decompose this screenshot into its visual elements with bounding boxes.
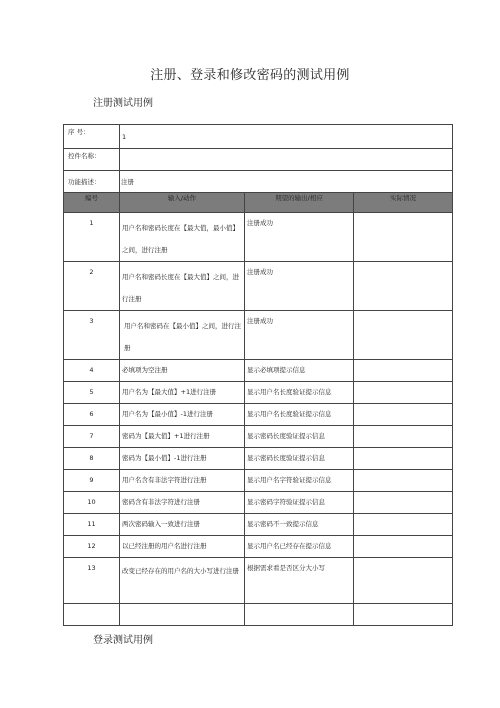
row-number: 13 [64, 558, 120, 604]
table-row [64, 404, 453, 426]
row-actual [354, 404, 453, 426]
row-expected: 显示用户名长度验证提示信息 [245, 404, 354, 426]
table-row [64, 426, 453, 448]
row-actual [354, 514, 453, 536]
row-expected: 显示用户名长度验证提示信息 [245, 382, 354, 404]
seq-value [120, 125, 453, 149]
row-action: 改变已经存在的用户名的大小写进行注册 [120, 558, 245, 604]
header-input-action: 输入/动作 [120, 193, 245, 213]
row-action: 用户名为【最大值】+1进行注册 [120, 382, 245, 404]
table-row [64, 536, 453, 558]
row-action: 用户名和密码长度在【最大值】之间，进行注册 [120, 262, 245, 311]
row-action: 密码为【最大值】+1进行注册 [120, 426, 245, 448]
row-expected: 显示密码字符验证提示信息 [245, 492, 354, 514]
row-action: 以已经注册的用户名进行注册 [120, 536, 245, 558]
row-actual [354, 448, 453, 470]
function-desc-label [64, 171, 120, 193]
row-number: 6 [64, 404, 120, 426]
seq-value-text: 1 [122, 133, 127, 141]
row-expected: 显示密码长度验证提示信息 [245, 426, 354, 448]
row-number: 1 [64, 213, 120, 262]
row-actual [354, 426, 453, 448]
row-number: 8 [64, 448, 120, 470]
row-number: 10 [64, 492, 120, 514]
row-number [64, 604, 120, 626]
table-row [64, 448, 453, 470]
control-name-label [64, 149, 120, 171]
row-action: 两次密码输入一致进行注册 [120, 514, 245, 536]
row-actual [354, 604, 453, 626]
header-expected-output: 期望的输出/相应 [245, 193, 354, 213]
row-expected: 注册成功 [245, 213, 354, 262]
row-number: 7 [64, 426, 120, 448]
table-row [64, 360, 453, 382]
control-name-value [120, 149, 453, 171]
table-row [64, 470, 453, 492]
section-heading-login: 登录测试用例 [93, 635, 153, 646]
row-actual [354, 360, 453, 382]
control-name-label-text: 控件名称： [68, 152, 101, 160]
table-row [64, 213, 453, 262]
table-row [64, 311, 453, 360]
row-actual [354, 262, 453, 311]
row-expected: 注册成功 [245, 262, 354, 311]
seq-label [64, 125, 120, 149]
table-row [64, 492, 453, 514]
row-action: 必填项为空注册 [120, 360, 245, 382]
register-test-case-table [63, 124, 453, 626]
row-action: 用户名为【最小值】-1进行注册 [120, 404, 245, 426]
row-action: 密码含有非法字符进行注册 [120, 492, 245, 514]
row-action: 用户名含有非法字符进行注册 [120, 470, 245, 492]
table-row [64, 558, 453, 604]
row-expected: 显示用户名已经存在提示信息 [245, 536, 354, 558]
row-action [120, 604, 245, 626]
row-number: 9 [64, 470, 120, 492]
row-action: 用户名和密码长度在【最大值，最小值】之间，进行注册 [120, 213, 245, 262]
row-number: 11 [64, 514, 120, 536]
table-row-empty [64, 604, 453, 626]
function-desc-label-text: 功能描述： [68, 178, 101, 186]
header-number: 编号 [64, 193, 120, 213]
row-number: 3 [64, 311, 120, 360]
row-actual [354, 470, 453, 492]
row-actual [354, 213, 453, 262]
row-number: 2 [64, 262, 120, 311]
row-number: 4 [64, 360, 120, 382]
row-expected: 显示密码长度验证提示信息 [245, 448, 354, 470]
row-expected: 注册成功 [245, 311, 354, 360]
row-actual [354, 492, 453, 514]
document-title: 注册、登录和修改密码的测试用例 [150, 68, 350, 83]
row-expected [245, 604, 354, 626]
row-expected: 根据需求看是否区分大小写 [245, 558, 354, 604]
row-actual [354, 382, 453, 404]
function-desc-value-text: 注册 [121, 178, 134, 186]
row-action: 密码为【最小值】-1进行注册 [120, 448, 245, 470]
row-actual [354, 536, 453, 558]
row-number: 5 [64, 382, 120, 404]
table-row [64, 382, 453, 404]
section-heading-register: 注册测试用例 [93, 98, 153, 109]
row-action: 用户名和密码在【最小值】之间，进行注册 [120, 311, 245, 360]
row-expected: 显示必填项提示信息 [245, 360, 354, 382]
header-actual-result: 实际情况 [354, 193, 453, 213]
table-row [64, 514, 453, 536]
table-header-row [64, 193, 453, 213]
row-actual [354, 558, 453, 604]
table-row [64, 262, 453, 311]
function-desc-value [120, 171, 453, 193]
row-expected: 显示密码不一致提示信息 [245, 514, 354, 536]
row-number: 12 [64, 536, 120, 558]
row-actual [354, 311, 453, 360]
seq-label-text: 序 号： [68, 128, 90, 136]
row-expected: 显示用户名字符验证提示信息 [245, 470, 354, 492]
